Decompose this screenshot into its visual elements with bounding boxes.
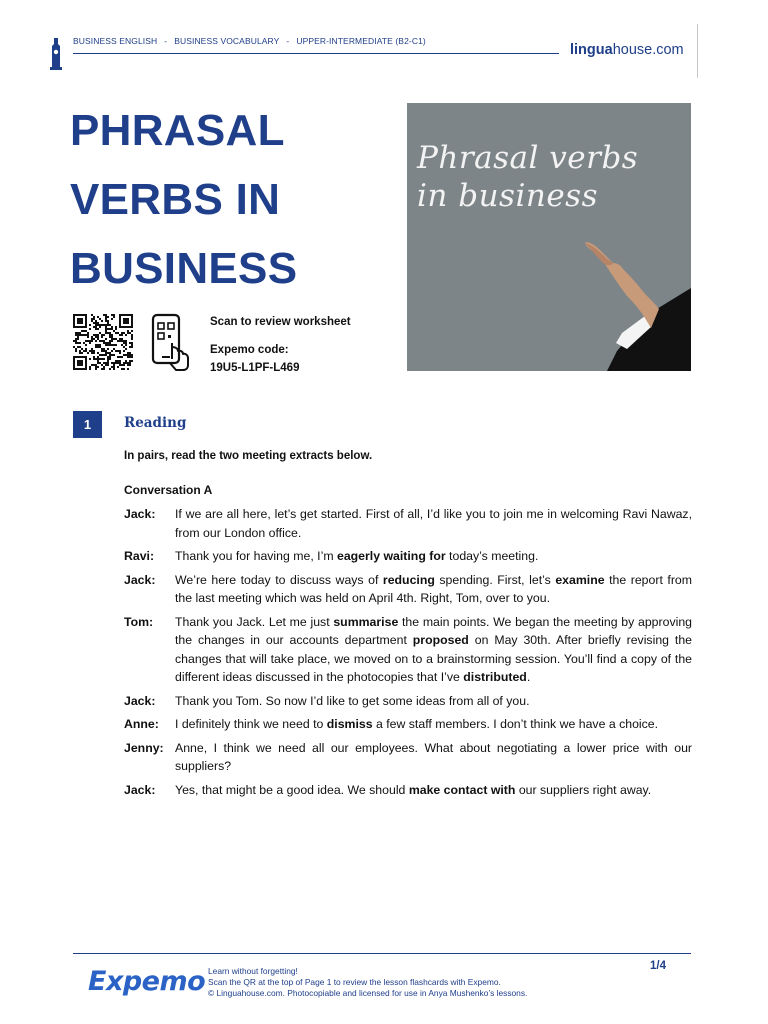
speech-segment: on May 30th. After briefly revising the changes that will take place, we moved on to a brainstorming session. You’ll find a copy of the different ideas discussed in the photocopies that I’ve <box>175 633 692 684</box>
speech-text <box>175 739 692 776</box>
speech-text <box>175 692 692 711</box>
dialogue-line <box>124 613 692 687</box>
speech-text <box>175 613 692 687</box>
speaker-name: Ravi: <box>124 549 155 563</box>
breadcrumb-item[interactable]: UPPER-INTERMEDIATE (B2-C1) <box>296 36 426 46</box>
key-phrase: examine <box>555 572 605 587</box>
speaker-name: Tom: <box>124 614 154 629</box>
speech-segment: . <box>526 670 531 684</box>
speech-segment: Thank you for having me, I’m <box>175 549 337 563</box>
scan-info <box>210 313 351 377</box>
breadcrumb-item[interactable]: BUSINESS ENGLISH <box>73 36 158 46</box>
breadcrumb: BUSINESS ENGLISH - BUSINESS VOCABULARY - UPPER-INTERMEDIATE (B2-C1) <box>73 36 426 46</box>
speech-segment: We’re here today to discuss ways of <box>175 572 383 587</box>
speech-segment: spending. First, let’s <box>434 572 556 587</box>
footer-divider <box>73 953 691 954</box>
photo-caption: Phrasal verbs in business <box>417 140 639 214</box>
speech-text <box>175 505 692 542</box>
dialogue-line <box>124 781 692 800</box>
key-phrase: summarise <box>333 614 399 629</box>
big-ben-icon <box>49 38 63 70</box>
speech-segment: our suppliers right away. <box>515 782 652 797</box>
speech-text <box>175 781 692 800</box>
speech-segment: Thank you Tom. So now I’d like to get some ideas from all of you. <box>175 693 530 708</box>
instruction-text: In pairs, read the two meeting extracts below. <box>124 450 373 462</box>
speech-text <box>175 547 692 566</box>
pointing-hand-illustration <box>407 103 691 371</box>
key-phrase: proposed <box>412 633 469 647</box>
key-phrase: make contact with <box>408 782 516 797</box>
speech-segment: Yes, that might be a good idea. We should <box>175 782 409 797</box>
expemo-code-value: 19U5-L1PF-L469 <box>210 362 300 374</box>
speaker-name: Anne: <box>124 717 159 731</box>
speech-segment: the main points. We began the meeting by approving the changes in our accounts department <box>175 614 693 647</box>
section-number-badge: 1 <box>73 411 102 438</box>
speech-segment: Thank you Jack. Let me just <box>175 614 334 629</box>
section-title: Reading <box>124 415 187 431</box>
speaker-name: Jack: <box>124 507 156 521</box>
page-number: 1/4 <box>650 960 666 972</box>
speech-segment: the report from the last meeting which was held on April 4th. Right, Tom, over to you. <box>175 572 693 605</box>
brand-logo[interactable]: linguahouse.com <box>570 42 684 58</box>
footer-text: Learn without forgetting! Scan the QR at the top of Page 1 to review the lesson flashcards with Expemo. © Linguahouse.com. Photocopiable and licensed for use in Anya Mushenko’s lessons. <box>208 966 528 998</box>
speaker-name: Jenny: <box>124 740 164 755</box>
key-phrase: dismiss <box>326 717 373 731</box>
expemo-logo[interactable]: Expemo <box>88 966 206 997</box>
speech-segment: a few staff members. I don’t think we have a choice. <box>372 717 659 731</box>
phone-scan-icon <box>150 313 192 371</box>
qr-code-icon[interactable] <box>73 314 133 370</box>
speech-text <box>175 715 692 734</box>
dialogue-line <box>124 715 692 734</box>
conversation-title: Conversation A <box>124 483 213 497</box>
key-phrase: eagerly waiting for <box>336 549 446 563</box>
header-divider <box>73 53 559 54</box>
speech-segment: Anne, I think we need all our employees. What about negotiating a lower price with our suppliers? <box>175 740 692 773</box>
speaker-name: Jack: <box>124 572 156 587</box>
page-title: PHRASAL VERBS IN BUSINESS <box>70 106 298 293</box>
dialogue-line <box>124 505 692 542</box>
expemo-code-label: Expemo code: <box>210 344 289 356</box>
speaker-name: Jack: <box>124 693 156 708</box>
dialogue-line <box>124 571 692 608</box>
dialogue-line <box>124 739 692 776</box>
dialogue-line <box>124 692 692 711</box>
key-phrase: reducing <box>382 572 435 587</box>
key-phrase: distributed <box>463 670 527 684</box>
breadcrumb-item[interactable]: BUSINESS VOCABULARY <box>174 36 280 46</box>
speech-segment: today’s meeting. <box>445 549 539 563</box>
dialogue <box>124 505 692 804</box>
speaker-name: Jack: <box>124 782 156 797</box>
speech-segment: If we are all here, let’s get started. First of all, I’d like you to join me in welcoming Ravi Nawaz, from our London office. <box>175 507 692 540</box>
header-vertical-divider <box>697 24 698 78</box>
speech-segment: I definitely think we need to <box>175 717 327 731</box>
chalkboard-photo <box>407 103 691 371</box>
dialogue-line <box>124 547 692 566</box>
speech-text <box>175 571 692 608</box>
scan-review-text: Scan to review worksheet <box>210 316 351 328</box>
